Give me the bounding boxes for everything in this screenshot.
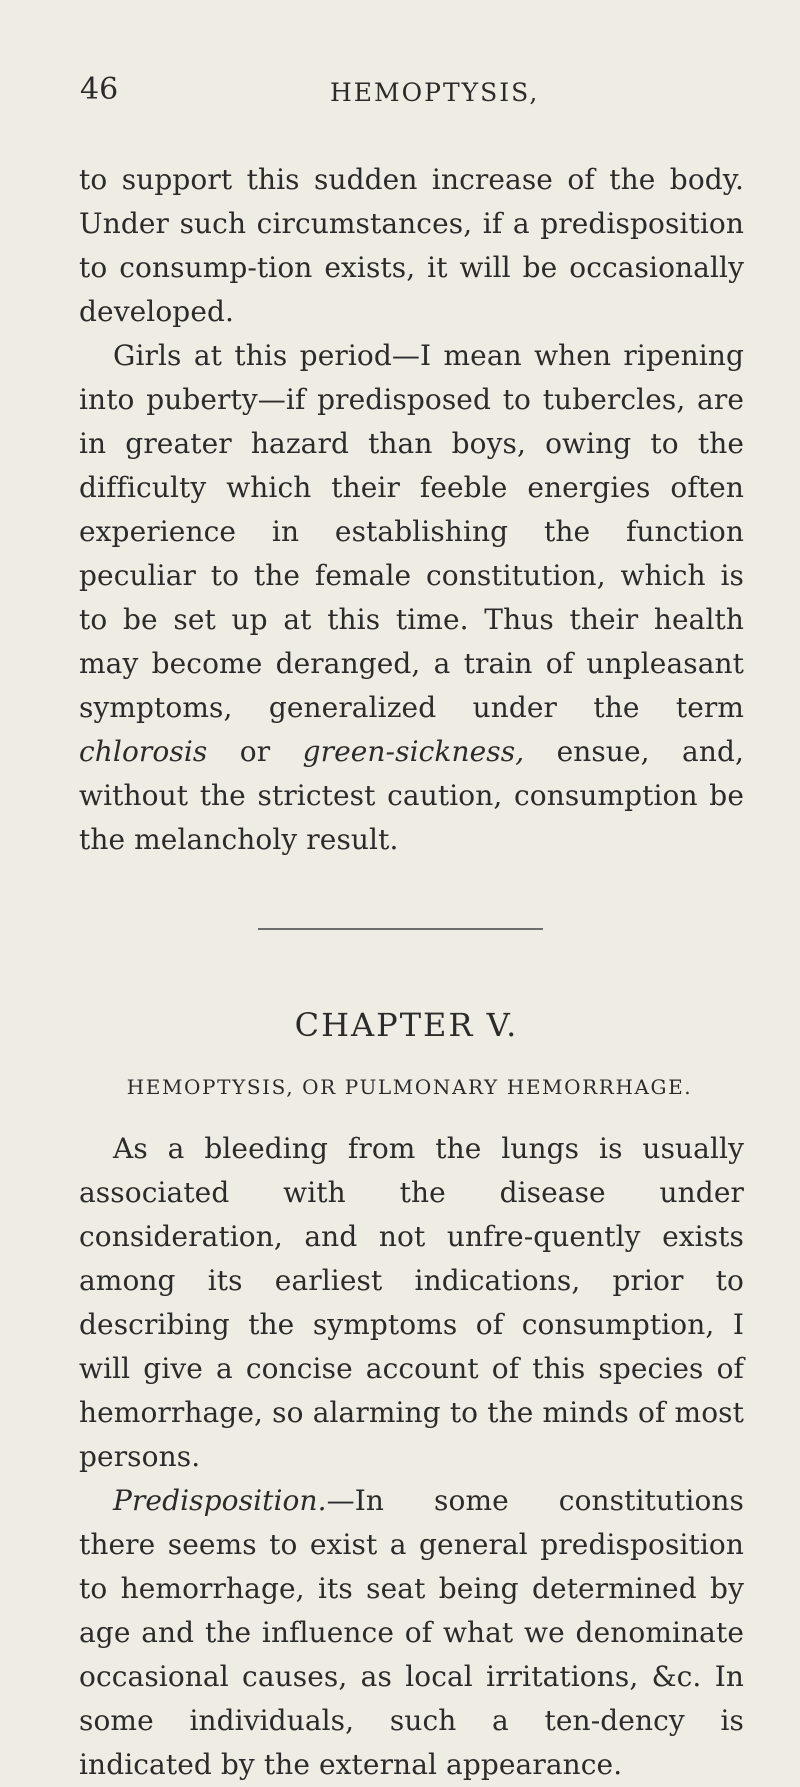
paragraph-text: —In some constitutions there seems to exist a general predisposition to hemorrhage, its seat being determined by age and the influence of what we denominate occasional causes, as local irritations, &c. In some individuals, such a ten-dency is indicated by the external appearance. xyxy=(79,1484,744,1781)
paragraph-text: to support this sudden increase of the body. Under such circumstances, if a predisposition to consump-tion exists, it will be occasionally developed. xyxy=(79,163,744,328)
page-number: 46 xyxy=(80,72,119,107)
paragraph-text: Girls at this period—I mean when ripening into puberty—if predisposed to tubercles, are in greater hazard than boys, owing to the difficulty which their feeble energies often experience in establishing the function peculiar to the female constitution, which is to be set up at this time. Thus their health may become deranged, a train of unpleasant symptoms, generalized under the term xyxy=(79,339,744,724)
paragraph-girls-puberty xyxy=(79,334,744,862)
chapter-body xyxy=(79,1127,744,1787)
chapter-title: CHAPTER V. xyxy=(294,1006,519,1044)
chapter-subtitle: HEMOPTYSIS, OR PULMONARY HEMORRHAGE. xyxy=(126,1075,693,1099)
paragraph-bleeding-lungs xyxy=(79,1127,744,1479)
paragraph-text-between: or xyxy=(207,735,303,768)
running-head xyxy=(79,58,744,107)
term-chlorosis: chlorosis xyxy=(79,735,208,768)
paragraph-text: As a bleeding from the lungs is usually associated with the disease under consideration, and not unfre-quently exists among its earliest indications, prior to describing the symptoms of consumption, I will give a concise account of this species of hemorrhage, so alarming to the minds of most persons. xyxy=(79,1132,744,1473)
section-divider xyxy=(258,928,543,930)
running-title: HEMOPTYSIS, xyxy=(330,78,540,107)
term-green-sickness: green-sickness, xyxy=(302,735,525,768)
paragraph-predisposition xyxy=(79,1479,744,1787)
paragraph-continued xyxy=(79,158,744,334)
paragraph-text-end: ensue, and, without the strictest caution, consumption be the melancholy result. xyxy=(79,735,744,856)
section-lead-predisposition: Predisposition. xyxy=(113,1484,327,1517)
